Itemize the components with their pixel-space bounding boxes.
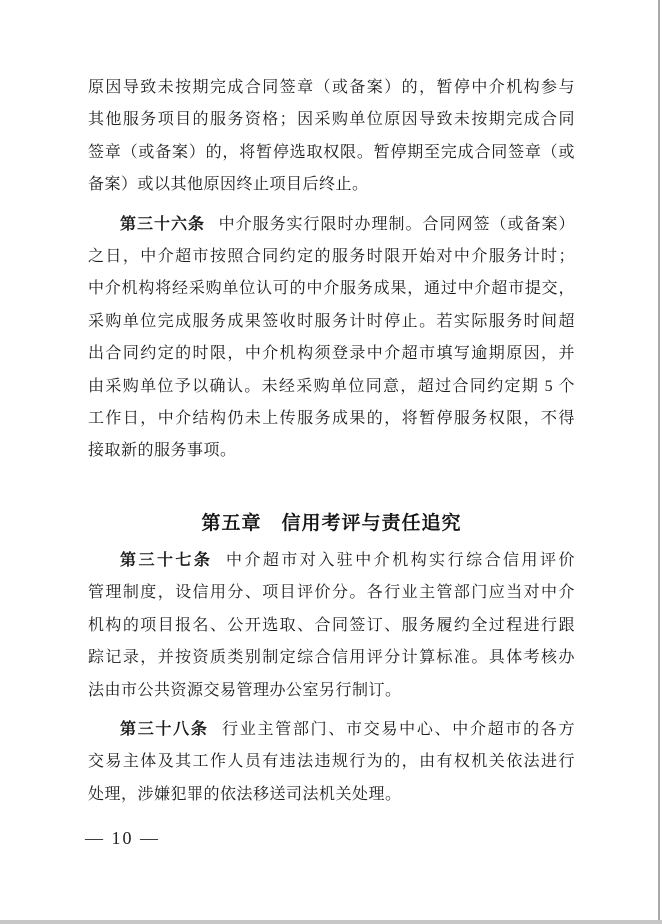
chapter-heading: 第五章 信用考评与责任追究: [201, 512, 462, 534]
article-37-label: 第三十七条: [120, 552, 213, 570]
article-38-label: 第三十八条: [120, 721, 209, 739]
text-line: 采购单位完成服务成果签收时服务计时停止。若实际服务时间超: [88, 312, 575, 330]
text-block: [88, 72, 575, 811]
text-line: 备案）或以其他原因终止项目后终止。: [88, 176, 369, 194]
article-38-first-line-text: 行业主管部门、市交易中心、中介超市的各方: [222, 721, 575, 739]
text-line: 交易主体及其工作人员有违法违规行为的，由有权机关依法进行: [88, 753, 575, 771]
text-line: 其他服务项目的服务资格；因采购单位原因导致未按期完成合同: [88, 111, 575, 129]
text-line: [88, 545, 575, 577]
article-36-label: 第三十六条: [120, 215, 205, 233]
text-line: 出合同约定的时限，中介机构须登录中介超市填写逾期原因，并: [88, 345, 575, 363]
paragraph-article-38: [88, 714, 575, 811]
paragraph-article-37: [88, 545, 575, 707]
text-line: 中介机构将经采购单位认可的中介服务成果，通过中介超市提交，: [88, 280, 575, 298]
text-line: 机构的项目报名、公开选取、合同签订、服务履约全过程进行跟: [88, 616, 575, 634]
text-line: 法由市公共资源交易管理办公室另行制订。: [88, 681, 402, 699]
paragraph-continuation: [88, 72, 575, 202]
scan-bottom-edge-strip: [0, 920, 662, 924]
text-line: 管理制度，设信用分、项目评价分。各行业主管部门应当对中介: [88, 584, 575, 602]
paragraph-article-36: [88, 209, 575, 468]
text-line: 处理，涉嫌犯罪的依法移送司法机关处理。: [88, 785, 402, 803]
article-37-first-line-text: 中介超市对入驻中介机构实行综合信用评价: [225, 552, 575, 570]
page-number-footer: — 10 —: [85, 828, 160, 848]
text-line: 工作日，中介结构仍未上传服务成果的，将暂停服务权限，不得: [88, 409, 575, 427]
text-line: [88, 209, 575, 241]
text-line: 踪记录，并按资质类别制定综合信用评分计算标准。具体考核办: [88, 649, 575, 667]
scan-right-edge-line: [658, 0, 660, 924]
text-line: 由采购单位予以确认。未经采购单位同意，超过合同约定期 5 个: [88, 377, 575, 395]
article-36-first-line-text: 中介服务实行限时办理制。合同网签（或备案）: [218, 215, 575, 233]
text-line: 签章（或备案）的，将暂停选取权限。暂停期至完成合同签章（或: [88, 143, 575, 161]
text-line: 原因导致未按期完成合同签章（或备案）的，暂停中介机构参与: [88, 79, 575, 96]
text-line: 接取新的服务事项。: [88, 442, 237, 460]
text-line: 之日，中介超市按照合同约定的服务时限开始对中介服务计时；: [88, 247, 575, 265]
text-line: [88, 714, 575, 746]
